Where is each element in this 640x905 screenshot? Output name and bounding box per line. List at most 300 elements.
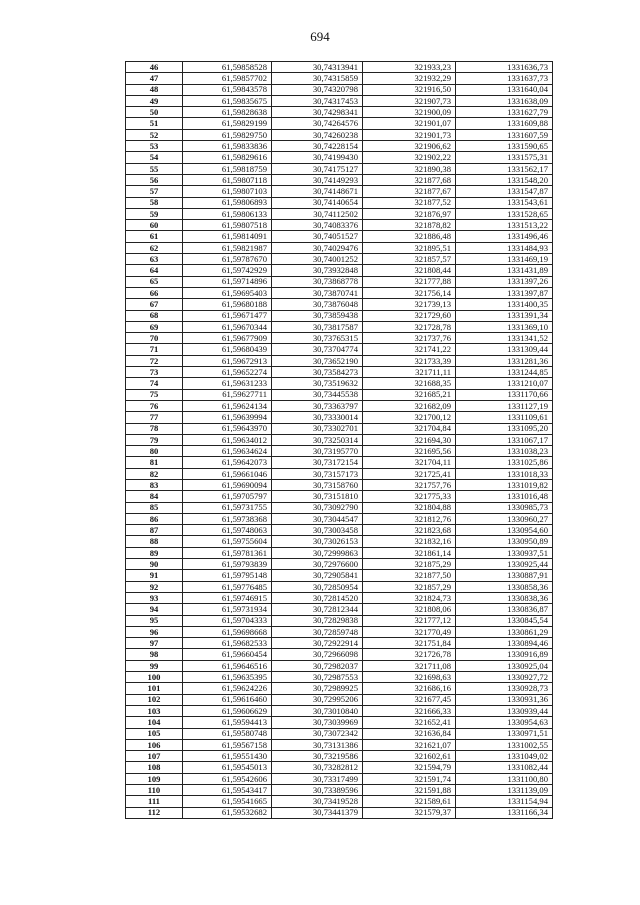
x-coordinate-cell: 321733,39: [363, 355, 456, 366]
y-coordinate-cell: 1331547,87: [456, 186, 553, 197]
x-coordinate-cell: 321589,61: [363, 796, 456, 807]
y-coordinate-cell: 1330950,89: [456, 536, 553, 547]
table-row: [126, 796, 553, 807]
point-number-cell: 101: [126, 683, 183, 694]
x-coordinate-cell: 321906,62: [363, 141, 456, 152]
latitude-cell: 61,59541665: [183, 796, 272, 807]
y-coordinate-cell: 1330894,46: [456, 638, 553, 649]
y-coordinate-cell: 1331640,04: [456, 84, 553, 95]
point-number-cell: 77: [126, 412, 183, 423]
latitude-cell: 61,59821987: [183, 242, 272, 253]
x-coordinate-cell: 321901,73: [363, 129, 456, 140]
longitude-cell: 30,73765315: [272, 333, 363, 344]
point-number-cell: 60: [126, 220, 183, 231]
latitude-cell: 61,59661046: [183, 468, 272, 479]
y-coordinate-cell: 1330845,54: [456, 615, 553, 626]
y-coordinate-cell: 1331609,88: [456, 118, 553, 129]
table-row: [126, 84, 553, 95]
x-coordinate-cell: 321877,67: [363, 186, 456, 197]
longitude-cell: 30,73317499: [272, 773, 363, 784]
point-number-cell: 68: [126, 310, 183, 321]
y-coordinate-cell: 1331139,09: [456, 785, 553, 796]
point-number-cell: 62: [126, 242, 183, 253]
latitude-cell: 61,59807118: [183, 174, 272, 185]
latitude-cell: 61,59551430: [183, 751, 272, 762]
table-row: [126, 649, 553, 660]
x-coordinate-cell: 321594,79: [363, 762, 456, 773]
x-coordinate-cell: 321711,08: [363, 660, 456, 671]
table-row: [126, 592, 553, 603]
table-row: [126, 107, 553, 118]
latitude-cell: 61,59567158: [183, 739, 272, 750]
x-coordinate-cell: 321737,76: [363, 333, 456, 344]
x-coordinate-cell: 321700,12: [363, 412, 456, 423]
latitude-cell: 61,59705797: [183, 491, 272, 502]
coordinates-table: [125, 61, 553, 819]
x-coordinate-cell: 321686,16: [363, 683, 456, 694]
latitude-cell: 61,59795148: [183, 570, 272, 581]
table-row: [126, 141, 553, 152]
table-row: [126, 163, 553, 174]
table-row: [126, 412, 553, 423]
point-number-cell: 80: [126, 446, 183, 457]
table-row: [126, 660, 553, 671]
point-number-cell: 67: [126, 299, 183, 310]
point-number-cell: 57: [126, 186, 183, 197]
latitude-cell: 61,59776485: [183, 581, 272, 592]
table-row: [126, 129, 553, 140]
point-number-cell: 58: [126, 197, 183, 208]
table-row: [126, 705, 553, 716]
longitude-cell: 30,72987553: [272, 672, 363, 683]
point-number-cell: 91: [126, 570, 183, 581]
point-number-cell: 90: [126, 559, 183, 570]
y-coordinate-cell: 1331637,73: [456, 73, 553, 84]
y-coordinate-cell: 1331391,34: [456, 310, 553, 321]
longitude-cell: 30,73932848: [272, 265, 363, 276]
y-coordinate-cell: 1331166,34: [456, 807, 553, 818]
latitude-cell: 61,59646516: [183, 660, 272, 671]
latitude-cell: 61,59714896: [183, 276, 272, 287]
point-number-cell: 50: [126, 107, 183, 118]
latitude-cell: 61,59731755: [183, 502, 272, 513]
y-coordinate-cell: 1330887,91: [456, 570, 553, 581]
longitude-cell: 30,72814520: [272, 592, 363, 603]
y-coordinate-cell: 1331244,85: [456, 367, 553, 378]
point-number-cell: 103: [126, 705, 183, 716]
point-number-cell: 95: [126, 615, 183, 626]
y-coordinate-cell: 1331397,87: [456, 287, 553, 298]
table-row: [126, 773, 553, 784]
point-number-cell: 86: [126, 513, 183, 524]
point-number-cell: 69: [126, 321, 183, 332]
latitude-cell: 61,59642073: [183, 457, 272, 468]
table-row: [126, 547, 553, 558]
table-row: [126, 762, 553, 773]
y-coordinate-cell: 1331016,48: [456, 491, 553, 502]
table-row: [126, 423, 553, 434]
y-coordinate-cell: 1331100,80: [456, 773, 553, 784]
x-coordinate-cell: 321857,29: [363, 581, 456, 592]
table-row: [126, 344, 553, 355]
longitude-cell: 30,72976600: [272, 559, 363, 570]
latitude-cell: 61,59829616: [183, 152, 272, 163]
longitude-cell: 30,73026153: [272, 536, 363, 547]
y-coordinate-cell: 1331018,33: [456, 468, 553, 479]
longitude-cell: 30,73003458: [272, 525, 363, 536]
x-coordinate-cell: 321698,63: [363, 672, 456, 683]
table-row: [126, 536, 553, 547]
x-coordinate-cell: 321901,07: [363, 118, 456, 129]
y-coordinate-cell: 1331127,19: [456, 400, 553, 411]
longitude-cell: 30,74298341: [272, 107, 363, 118]
table-row: [126, 728, 553, 739]
table-row: [126, 287, 553, 298]
x-coordinate-cell: 321688,35: [363, 378, 456, 389]
table-row: [126, 502, 553, 513]
point-number-cell: 55: [126, 163, 183, 174]
latitude-cell: 61,59543417: [183, 785, 272, 796]
y-coordinate-cell: 1331002,55: [456, 739, 553, 750]
latitude-cell: 61,59627711: [183, 389, 272, 400]
point-number-cell: 64: [126, 265, 183, 276]
longitude-cell: 30,73704774: [272, 344, 363, 355]
latitude-cell: 61,59643970: [183, 423, 272, 434]
latitude-cell: 61,59781361: [183, 547, 272, 558]
y-coordinate-cell: 1330971,51: [456, 728, 553, 739]
x-coordinate-cell: 321775,33: [363, 491, 456, 502]
x-coordinate-cell: 321916,50: [363, 84, 456, 95]
longitude-cell: 30,72995206: [272, 694, 363, 705]
table-row: [126, 785, 553, 796]
point-number-cell: 93: [126, 592, 183, 603]
point-number-cell: 59: [126, 208, 183, 219]
longitude-cell: 30,73389596: [272, 785, 363, 796]
longitude-cell: 30,73157173: [272, 468, 363, 479]
latitude-cell: 61,59680188: [183, 299, 272, 310]
x-coordinate-cell: 321652,41: [363, 717, 456, 728]
point-number-cell: 63: [126, 254, 183, 265]
latitude-cell: 61,59818759: [183, 163, 272, 174]
point-number-cell: 78: [126, 423, 183, 434]
table-row: [126, 310, 553, 321]
point-number-cell: 48: [126, 84, 183, 95]
longitude-cell: 30,72859748: [272, 626, 363, 637]
latitude-cell: 61,59829750: [183, 129, 272, 140]
latitude-cell: 61,59755604: [183, 536, 272, 547]
table-row: [126, 197, 553, 208]
longitude-cell: 30,73519632: [272, 378, 363, 389]
table-row: [126, 174, 553, 185]
x-coordinate-cell: 321591,88: [363, 785, 456, 796]
latitude-cell: 61,59833836: [183, 141, 272, 152]
longitude-cell: 30,74149293: [272, 174, 363, 185]
latitude-cell: 61,59670344: [183, 321, 272, 332]
longitude-cell: 30,72812344: [272, 604, 363, 615]
x-coordinate-cell: 321729,60: [363, 310, 456, 321]
table-row: [126, 604, 553, 615]
y-coordinate-cell: 1330925,44: [456, 559, 553, 570]
point-number-cell: 107: [126, 751, 183, 762]
latitude-cell: 61,59594413: [183, 717, 272, 728]
table-row: [126, 626, 553, 637]
latitude-cell: 61,59652274: [183, 367, 272, 378]
y-coordinate-cell: 1331154,94: [456, 796, 553, 807]
latitude-cell: 61,59682533: [183, 638, 272, 649]
table-row: [126, 73, 553, 84]
y-coordinate-cell: 1331038,23: [456, 446, 553, 457]
latitude-cell: 61,59624226: [183, 683, 272, 694]
table-row: [126, 299, 553, 310]
latitude-cell: 61,59835675: [183, 95, 272, 106]
latitude-cell: 61,59814091: [183, 231, 272, 242]
y-coordinate-cell: 1331607,59: [456, 129, 553, 140]
y-coordinate-cell: 1330960,27: [456, 513, 553, 524]
x-coordinate-cell: 321823,68: [363, 525, 456, 536]
y-coordinate-cell: 1330954,60: [456, 525, 553, 536]
point-number-cell: 112: [126, 807, 183, 818]
table-row: [126, 333, 553, 344]
x-coordinate-cell: 321770,49: [363, 626, 456, 637]
y-coordinate-cell: 1331082,44: [456, 762, 553, 773]
x-coordinate-cell: 321900,09: [363, 107, 456, 118]
table-row: [126, 355, 553, 366]
point-number-cell: 84: [126, 491, 183, 502]
x-coordinate-cell: 321602,61: [363, 751, 456, 762]
y-coordinate-cell: 1331575,31: [456, 152, 553, 163]
x-coordinate-cell: 321757,76: [363, 479, 456, 490]
table-row: [126, 95, 553, 106]
latitude-cell: 61,59843578: [183, 84, 272, 95]
x-coordinate-cell: 321877,50: [363, 570, 456, 581]
table-row: [126, 694, 553, 705]
x-coordinate-cell: 321877,68: [363, 174, 456, 185]
longitude-cell: 30,73072342: [272, 728, 363, 739]
x-coordinate-cell: 321695,56: [363, 446, 456, 457]
point-number-cell: 73: [126, 367, 183, 378]
latitude-cell: 61,59634624: [183, 446, 272, 457]
latitude-cell: 61,59793839: [183, 559, 272, 570]
latitude-cell: 61,59671477: [183, 310, 272, 321]
latitude-cell: 61,59746915: [183, 592, 272, 603]
table-row: [126, 717, 553, 728]
coordinates-table-body: [126, 62, 553, 819]
latitude-cell: 61,59742929: [183, 265, 272, 276]
table-row: [126, 739, 553, 750]
latitude-cell: 61,59616460: [183, 694, 272, 705]
latitude-cell: 61,59806133: [183, 208, 272, 219]
longitude-cell: 30,73151810: [272, 491, 363, 502]
x-coordinate-cell: 321832,16: [363, 536, 456, 547]
y-coordinate-cell: 1330927,72: [456, 672, 553, 683]
latitude-cell: 61,59624134: [183, 400, 272, 411]
y-coordinate-cell: 1331562,17: [456, 163, 553, 174]
point-number-cell: 61: [126, 231, 183, 242]
x-coordinate-cell: 321636,84: [363, 728, 456, 739]
table-row: [126, 581, 553, 592]
latitude-cell: 61,59634012: [183, 434, 272, 445]
table-row: [126, 468, 553, 479]
latitude-cell: 61,59787670: [183, 254, 272, 265]
point-number-cell: 110: [126, 785, 183, 796]
latitude-cell: 61,59660454: [183, 649, 272, 660]
y-coordinate-cell: 1331109,61: [456, 412, 553, 423]
y-coordinate-cell: 1331397,26: [456, 276, 553, 287]
x-coordinate-cell: 321878,82: [363, 220, 456, 231]
y-coordinate-cell: 1331210,07: [456, 378, 553, 389]
table-row: [126, 457, 553, 468]
table-row: [126, 62, 553, 73]
latitude-cell: 61,59738368: [183, 513, 272, 524]
table-row: [126, 276, 553, 287]
latitude-cell: 61,59704333: [183, 615, 272, 626]
point-number-cell: 106: [126, 739, 183, 750]
longitude-cell: 30,73158760: [272, 479, 363, 490]
table-row: [126, 389, 553, 400]
longitude-cell: 30,73868778: [272, 276, 363, 287]
longitude-cell: 30,72905841: [272, 570, 363, 581]
point-number-cell: 76: [126, 400, 183, 411]
latitude-cell: 61,59631233: [183, 378, 272, 389]
y-coordinate-cell: 1331281,36: [456, 355, 553, 366]
point-number-cell: 82: [126, 468, 183, 479]
latitude-cell: 61,59807518: [183, 220, 272, 231]
longitude-cell: 30,72922914: [272, 638, 363, 649]
point-number-cell: 99: [126, 660, 183, 671]
longitude-cell: 30,72982037: [272, 660, 363, 671]
latitude-cell: 61,59748063: [183, 525, 272, 536]
x-coordinate-cell: 321579,37: [363, 807, 456, 818]
table-row: [126, 220, 553, 231]
point-number-cell: 70: [126, 333, 183, 344]
y-coordinate-cell: 1331528,65: [456, 208, 553, 219]
longitude-cell: 30,72829838: [272, 615, 363, 626]
table-row: [126, 751, 553, 762]
longitude-cell: 30,73584273: [272, 367, 363, 378]
latitude-cell: 61,59635395: [183, 672, 272, 683]
latitude-cell: 61,59532682: [183, 807, 272, 818]
y-coordinate-cell: 1330937,51: [456, 547, 553, 558]
latitude-cell: 61,59806893: [183, 197, 272, 208]
y-coordinate-cell: 1331369,10: [456, 321, 553, 332]
table-row: [126, 242, 553, 253]
x-coordinate-cell: 321804,88: [363, 502, 456, 513]
table-row: [126, 525, 553, 536]
longitude-cell: 30,73282812: [272, 762, 363, 773]
longitude-cell: 30,74260238: [272, 129, 363, 140]
latitude-cell: 61,59677909: [183, 333, 272, 344]
y-coordinate-cell: 1331170,66: [456, 389, 553, 400]
y-coordinate-cell: 1331543,61: [456, 197, 553, 208]
x-coordinate-cell: 321704,84: [363, 423, 456, 434]
longitude-cell: 30,74317453: [272, 95, 363, 106]
x-coordinate-cell: 321682,09: [363, 400, 456, 411]
longitude-cell: 30,74029476: [272, 242, 363, 253]
x-coordinate-cell: 321861,14: [363, 547, 456, 558]
y-coordinate-cell: 1330836,87: [456, 604, 553, 615]
longitude-cell: 30,74051527: [272, 231, 363, 242]
latitude-cell: 61,59828638: [183, 107, 272, 118]
point-number-cell: 85: [126, 502, 183, 513]
point-number-cell: 98: [126, 649, 183, 660]
table-row: [126, 672, 553, 683]
point-number-cell: 104: [126, 717, 183, 728]
point-number-cell: 74: [126, 378, 183, 389]
latitude-cell: 61,59690094: [183, 479, 272, 490]
x-coordinate-cell: 321621,07: [363, 739, 456, 750]
longitude-cell: 30,74140654: [272, 197, 363, 208]
table-row: [126, 400, 553, 411]
y-coordinate-cell: 1331431,89: [456, 265, 553, 276]
y-coordinate-cell: 1330939,44: [456, 705, 553, 716]
longitude-cell: 30,73131386: [272, 739, 363, 750]
table-row: [126, 118, 553, 129]
y-coordinate-cell: 1331627,79: [456, 107, 553, 118]
latitude-cell: 61,59545013: [183, 762, 272, 773]
x-coordinate-cell: 321751,84: [363, 638, 456, 649]
table-row: [126, 446, 553, 457]
y-coordinate-cell: 1331095,20: [456, 423, 553, 434]
x-coordinate-cell: 321812,76: [363, 513, 456, 524]
table-row: [126, 615, 553, 626]
point-number-cell: 94: [126, 604, 183, 615]
y-coordinate-cell: 1330858,36: [456, 581, 553, 592]
table-row: [126, 559, 553, 570]
table-row: [126, 208, 553, 219]
latitude-cell: 61,59680439: [183, 344, 272, 355]
table-row: [126, 152, 553, 163]
table-row: [126, 321, 553, 332]
longitude-cell: 30,73652190: [272, 355, 363, 366]
y-coordinate-cell: 1331049,02: [456, 751, 553, 762]
point-number-cell: 54: [126, 152, 183, 163]
latitude-cell: 61,59695403: [183, 287, 272, 298]
x-coordinate-cell: 321711,11: [363, 367, 456, 378]
x-coordinate-cell: 321741,22: [363, 344, 456, 355]
point-number-cell: 81: [126, 457, 183, 468]
longitude-cell: 30,72999863: [272, 547, 363, 558]
point-number-cell: 89: [126, 547, 183, 558]
longitude-cell: 30,73039969: [272, 717, 363, 728]
y-coordinate-cell: 1331484,93: [456, 242, 553, 253]
y-coordinate-cell: 1330925,04: [456, 660, 553, 671]
x-coordinate-cell: 321777,88: [363, 276, 456, 287]
point-number-cell: 72: [126, 355, 183, 366]
longitude-cell: 30,73044547: [272, 513, 363, 524]
longitude-cell: 30,73172154: [272, 457, 363, 468]
y-coordinate-cell: 1330861,29: [456, 626, 553, 637]
y-coordinate-cell: 1331025,86: [456, 457, 553, 468]
point-number-cell: 47: [126, 73, 183, 84]
longitude-cell: 30,74315859: [272, 73, 363, 84]
longitude-cell: 30,73445538: [272, 389, 363, 400]
x-coordinate-cell: 321890,38: [363, 163, 456, 174]
x-coordinate-cell: 321932,29: [363, 73, 456, 84]
longitude-cell: 30,73092790: [272, 502, 363, 513]
x-coordinate-cell: 321902,22: [363, 152, 456, 163]
x-coordinate-cell: 321591,74: [363, 773, 456, 784]
point-number-cell: 75: [126, 389, 183, 400]
y-coordinate-cell: 1331496,46: [456, 231, 553, 242]
table-row: [126, 231, 553, 242]
point-number-cell: 49: [126, 95, 183, 106]
x-coordinate-cell: 321907,73: [363, 95, 456, 106]
y-coordinate-cell: 1331019,82: [456, 479, 553, 490]
latitude-cell: 61,59858528: [183, 62, 272, 73]
longitude-cell: 30,72989925: [272, 683, 363, 694]
point-number-cell: 79: [126, 434, 183, 445]
y-coordinate-cell: 1330985,73: [456, 502, 553, 513]
